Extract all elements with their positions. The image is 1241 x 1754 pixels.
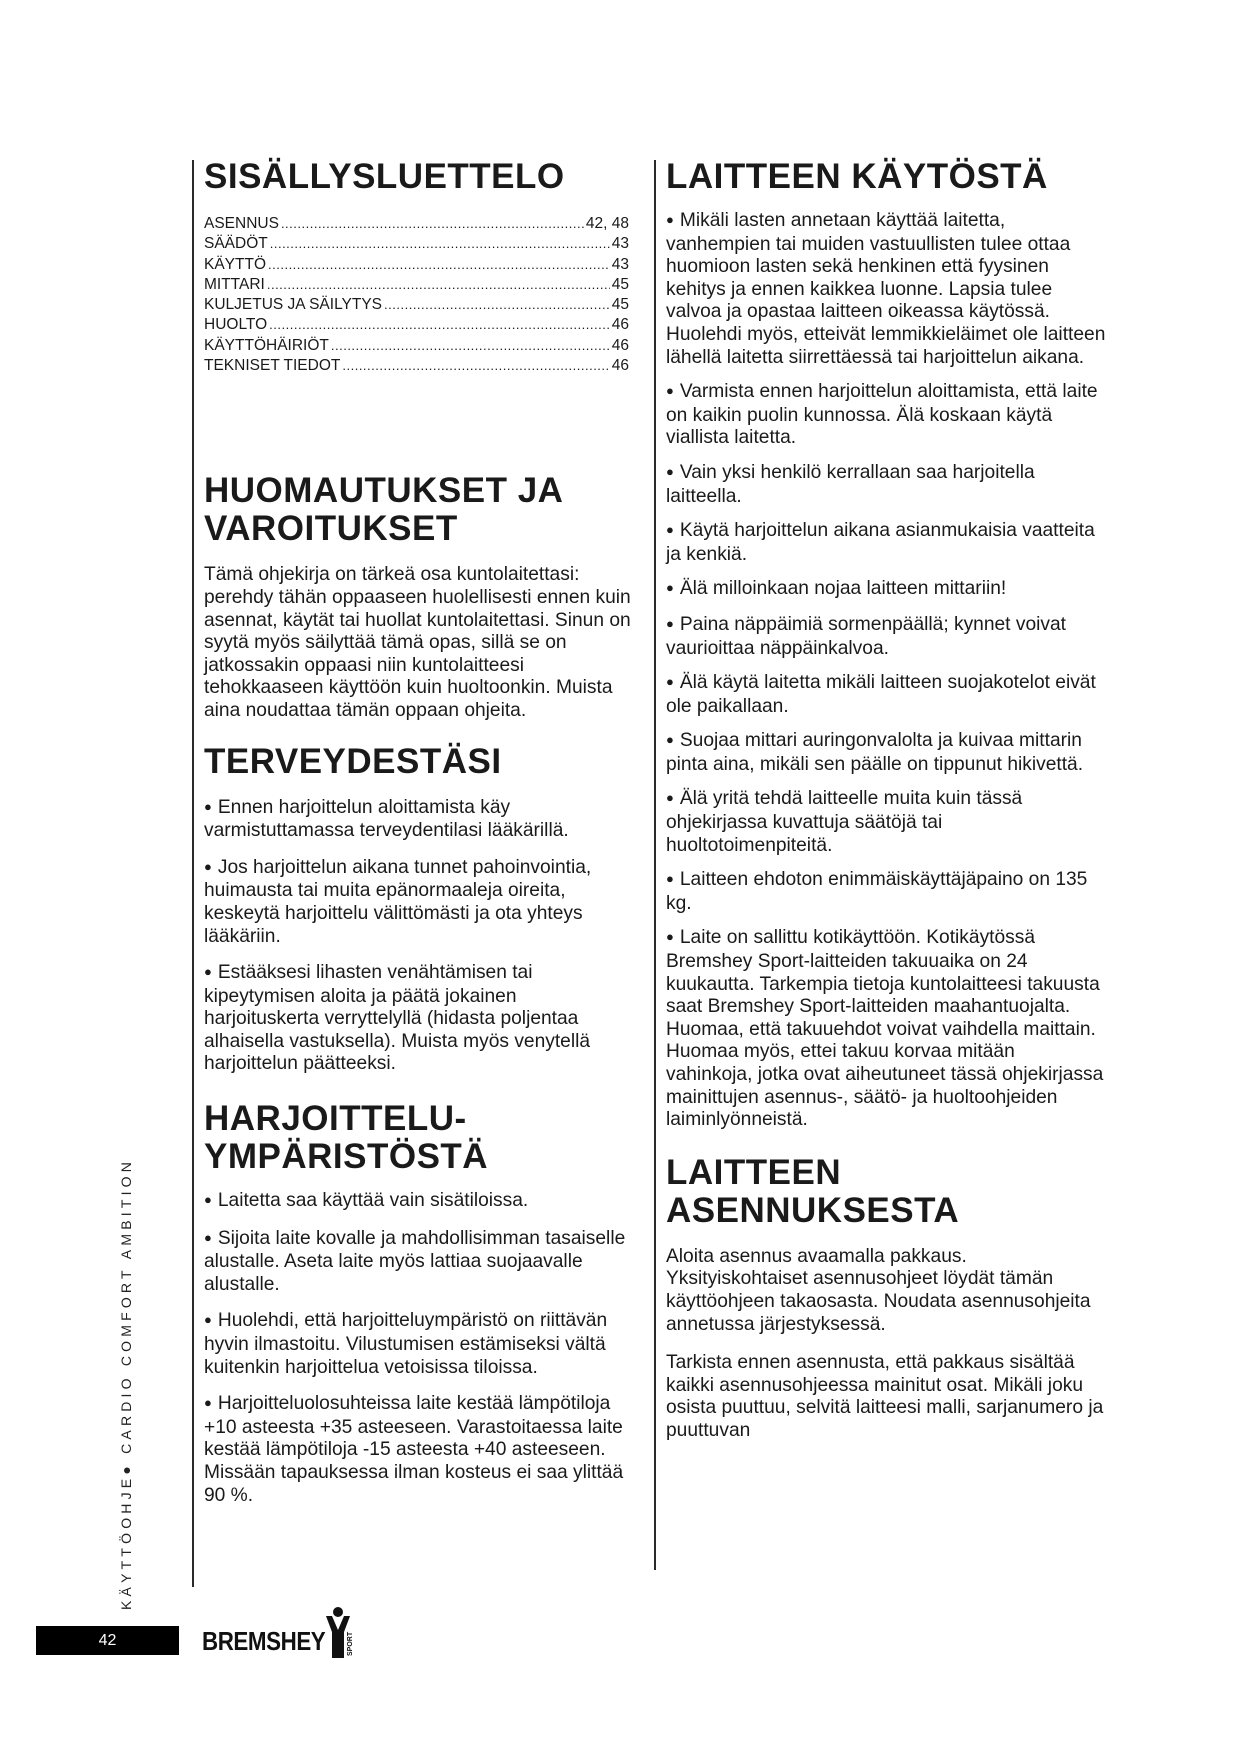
assembly-paragraph-2: Tarkista ennen asennusta, että pakkaus sisältää kaikki asennusohjeessa mainitut osat. Mikäli joku osista puuttuu, selvitä laitteesi malli, sarjanumero ja puuttuvan <box>666 1352 1104 1441</box>
bullet-item: ● Paina näppäimiä sormenpäällä; kynnet voivat vaurioittaa näppäinkalvoa. <box>666 614 1106 660</box>
toc-entry-label: MITTARI <box>204 275 265 293</box>
side-running-title: KÄYTTÖOHJE● CARDIO COMFORT AMBITION <box>118 1157 134 1610</box>
warnings-title: HUOMAUTUKSET JA VAROITUKSET <box>204 471 564 549</box>
toc-entry-page: 43 <box>611 235 629 253</box>
bullet-item: ● Käytä harjoittelun aikana asianmukaisia vaatteita ja kenkiä. <box>666 520 1106 566</box>
toc-entry-label: KÄYTTÖ <box>204 255 267 273</box>
toc-entry-label: KULJETUS JA SÄILYTYS <box>204 296 383 314</box>
toc-leader-dots <box>342 356 609 376</box>
health-list <box>204 797 636 1077</box>
toc-title: SISÄLLYSLUETTELO <box>204 157 565 196</box>
toc-entry <box>204 356 629 376</box>
bullet-item: ● Ennen harjoittelun aloittamista käy varmistuttamassa terveydentilasi lääkärillä. <box>204 797 636 843</box>
brand-sub: SPORT <box>347 1631 354 1656</box>
toc-entry-page: 46 <box>611 336 629 354</box>
toc-entry-page: 45 <box>611 296 629 314</box>
toc-entry <box>204 234 629 254</box>
bullet-item: ● Harjoitteluolosuhteissa laite kestää lämpötiloja +10 asteesta +35 asteeseen. Varastoitaessa laite kestää lämpötiloja -15 asteesta +40 asteeseen. Missään tapauksessa ilman kosteus ei saa ylittää 90 %. <box>204 1393 636 1507</box>
assembly-title: LAITTEEN ASENNUKSESTA <box>666 1152 960 1230</box>
toc-entry-page: 45 <box>611 275 629 293</box>
usage-list <box>666 210 1106 1132</box>
toc-leader-dots <box>267 275 610 295</box>
bullet-item: ● Laite on sallittu kotikäyttöön. Kotikäytössä Bremshey Sport-laitteiden takuuaika on 24 kuukautta. Tarkempia tietoja kuntolaitteesi takuusta saat Bremshey Sport-laitteiden maahantuojalta. Huomaa, että takuuehdot voivat vaihdella maittain. Huomaa myös, ettei takuu korvaa mitään vahinkoja, jotka ovat aiheutuneet tässä ohjekirjassa mainittujen asennus-, säätö- ja huoltoohjeiden laiminlyönneistä. <box>666 927 1106 1131</box>
right-column-rule <box>654 160 656 1570</box>
brand-figure-icon <box>322 1602 370 1662</box>
bullet-item: ● Laitetta saa käyttää vain sisätiloissa. <box>204 1190 636 1214</box>
bullet-item: ● Älä käytä laitetta mikäli laitteen suojakotelot eivät ole paikallaan. <box>666 672 1106 718</box>
bullet-item: ● Suojaa mittari auringonvalolta ja kuivaa mittarin pinta aina, mikäli sen päälle on tippunut hikivettä. <box>666 730 1106 776</box>
left-column-rule <box>192 160 194 1587</box>
toc-entry-page: 46 <box>611 316 629 334</box>
bullet-item: ● Laitteen ehdoton enimmäiskäyttäjäpaino on 135 kg. <box>666 869 1106 915</box>
assembly-paragraph-1: Aloita asennus avaamalla pakkaus. Yksityiskohtaiset asennusohjeet löydät tämän käyttöohjeen takaosasta. Noudata asennusohjeita annetussa järjestyksessä. <box>666 1245 1091 1335</box>
bullet-item: ● Varmista ennen harjoittelun aloittamista, että laite on kaikin puolin kunnossa. Älä koskaan käytä viallista laitetta. <box>666 381 1106 450</box>
health-title: TERVEYDESTÄSI <box>204 741 502 781</box>
toc-entry <box>204 336 629 356</box>
environment-list <box>204 1190 636 1507</box>
toc-entry <box>204 295 629 315</box>
toc-leader-dots <box>384 295 610 315</box>
environment-title: HARJOITTELU- YMPÄRISTÖSTÄ <box>204 1099 489 1177</box>
warnings-body: Tämä ohjekirja on tärkeä osa kuntolaitettasi: perehdy tähän oppaaseen huolellisesti ennen kuin asennat, käytät tai huollat kuntolaitettasi. Sinun on syytä myös säilyttää tämä opas, sillä se on jatkossakin oppaasi niin kuntolaitteesi tehokkaaseen käyttöön kuin huoltoonkin. Muista aina noudattaa tämän oppaan ohjeita. <box>204 564 631 721</box>
bremshey-logo <box>202 1602 382 1662</box>
toc-entry <box>204 255 629 275</box>
toc-entry <box>204 315 629 335</box>
bullet-item: ● Jos harjoittelun aikana tunnet pahoinvointia, huimausta tai muita epänormaaleja oireita, keskeytä harjoittelu välittömästi ja ota yhteys lääkäriin. <box>204 857 636 948</box>
bullet-item: ● Sijoita laite kovalle ja mahdollisimman tasaiselle alustalle. Aseta laite myös lattiaa suojaavalle alustalle. <box>204 1228 636 1297</box>
bullet-item: ● Mikäli lasten annetaan käyttää laitetta, vanhempien tai muiden vastuullisten tulee ottaa huomioon lasten sekä henkinen että fyysinen kehitys ja ennen kaikkea luonne. Lapsia tulee valvoa ja opastaa laitteen oikeassa käytössä. Huolehdi myös, etteivät lemmikkieläimet ole laitteen lähellä laitetta siirrettäessä tai harjoittelun aikana. <box>666 210 1106 369</box>
toc-entry-label: HUOLTO <box>204 316 268 334</box>
toc-leader-dots <box>269 315 610 335</box>
left-column <box>204 158 636 1507</box>
bullet-item: ● Huolehdi, että harjoitteluympäristö on riittävän hyvin ilmastoitu. Vilustumisen estämiseksi vältä kuitenkin harjoittelua vetoisissa tiloissa. <box>204 1310 636 1379</box>
toc-entry-label: TEKNISET TIEDOT <box>204 357 341 375</box>
page-number: 42 <box>36 1626 179 1655</box>
toc-entry <box>204 214 629 234</box>
right-column <box>666 158 1106 1443</box>
toc-entry-page: 46 <box>611 357 629 375</box>
toc-leader-dots <box>281 214 584 234</box>
bullet-item: ● Estääksesi lihasten venähtämisen tai kipeytymisen aloita ja päätä jokainen harjoituskerta verryttelyllä (hidasta poljentaa alhaisella vastuksella). Muista myös venytellä harjoittelun päätteeksi. <box>204 962 636 1076</box>
bullet-item: ● Älä milloinkaan nojaa laitteen mittariin! <box>666 578 1106 602</box>
toc-entry <box>204 275 629 295</box>
bullet-item: ● Älä yritä tehdä laitteelle muita kuin tässä ohjekirjassa kuvattuja säätöjä tai huoltotoimenpiteitä. <box>666 788 1106 857</box>
toc-entry-label: KÄYTTÖHÄIRIÖT <box>204 336 329 354</box>
brand-wordmark: BREMSHEY <box>202 1626 326 1656</box>
toc-entry-label: SÄÄDÖT <box>204 235 268 253</box>
toc-leader-dots <box>270 234 610 254</box>
usage-title: LAITTEEN KÄYTÖSTÄ <box>666 157 1048 196</box>
toc-leader-dots <box>268 255 610 275</box>
toc-entry-page: 42, 48 <box>585 215 629 232</box>
bullet-item: ● Vain yksi henkilö kerrallaan saa harjoitella laitteella. <box>666 462 1106 508</box>
toc-entry-page: 43 <box>611 255 629 273</box>
toc-entry-label: ASENNUS <box>204 215 279 232</box>
table-of-contents <box>204 214 636 376</box>
toc-leader-dots <box>331 336 610 356</box>
